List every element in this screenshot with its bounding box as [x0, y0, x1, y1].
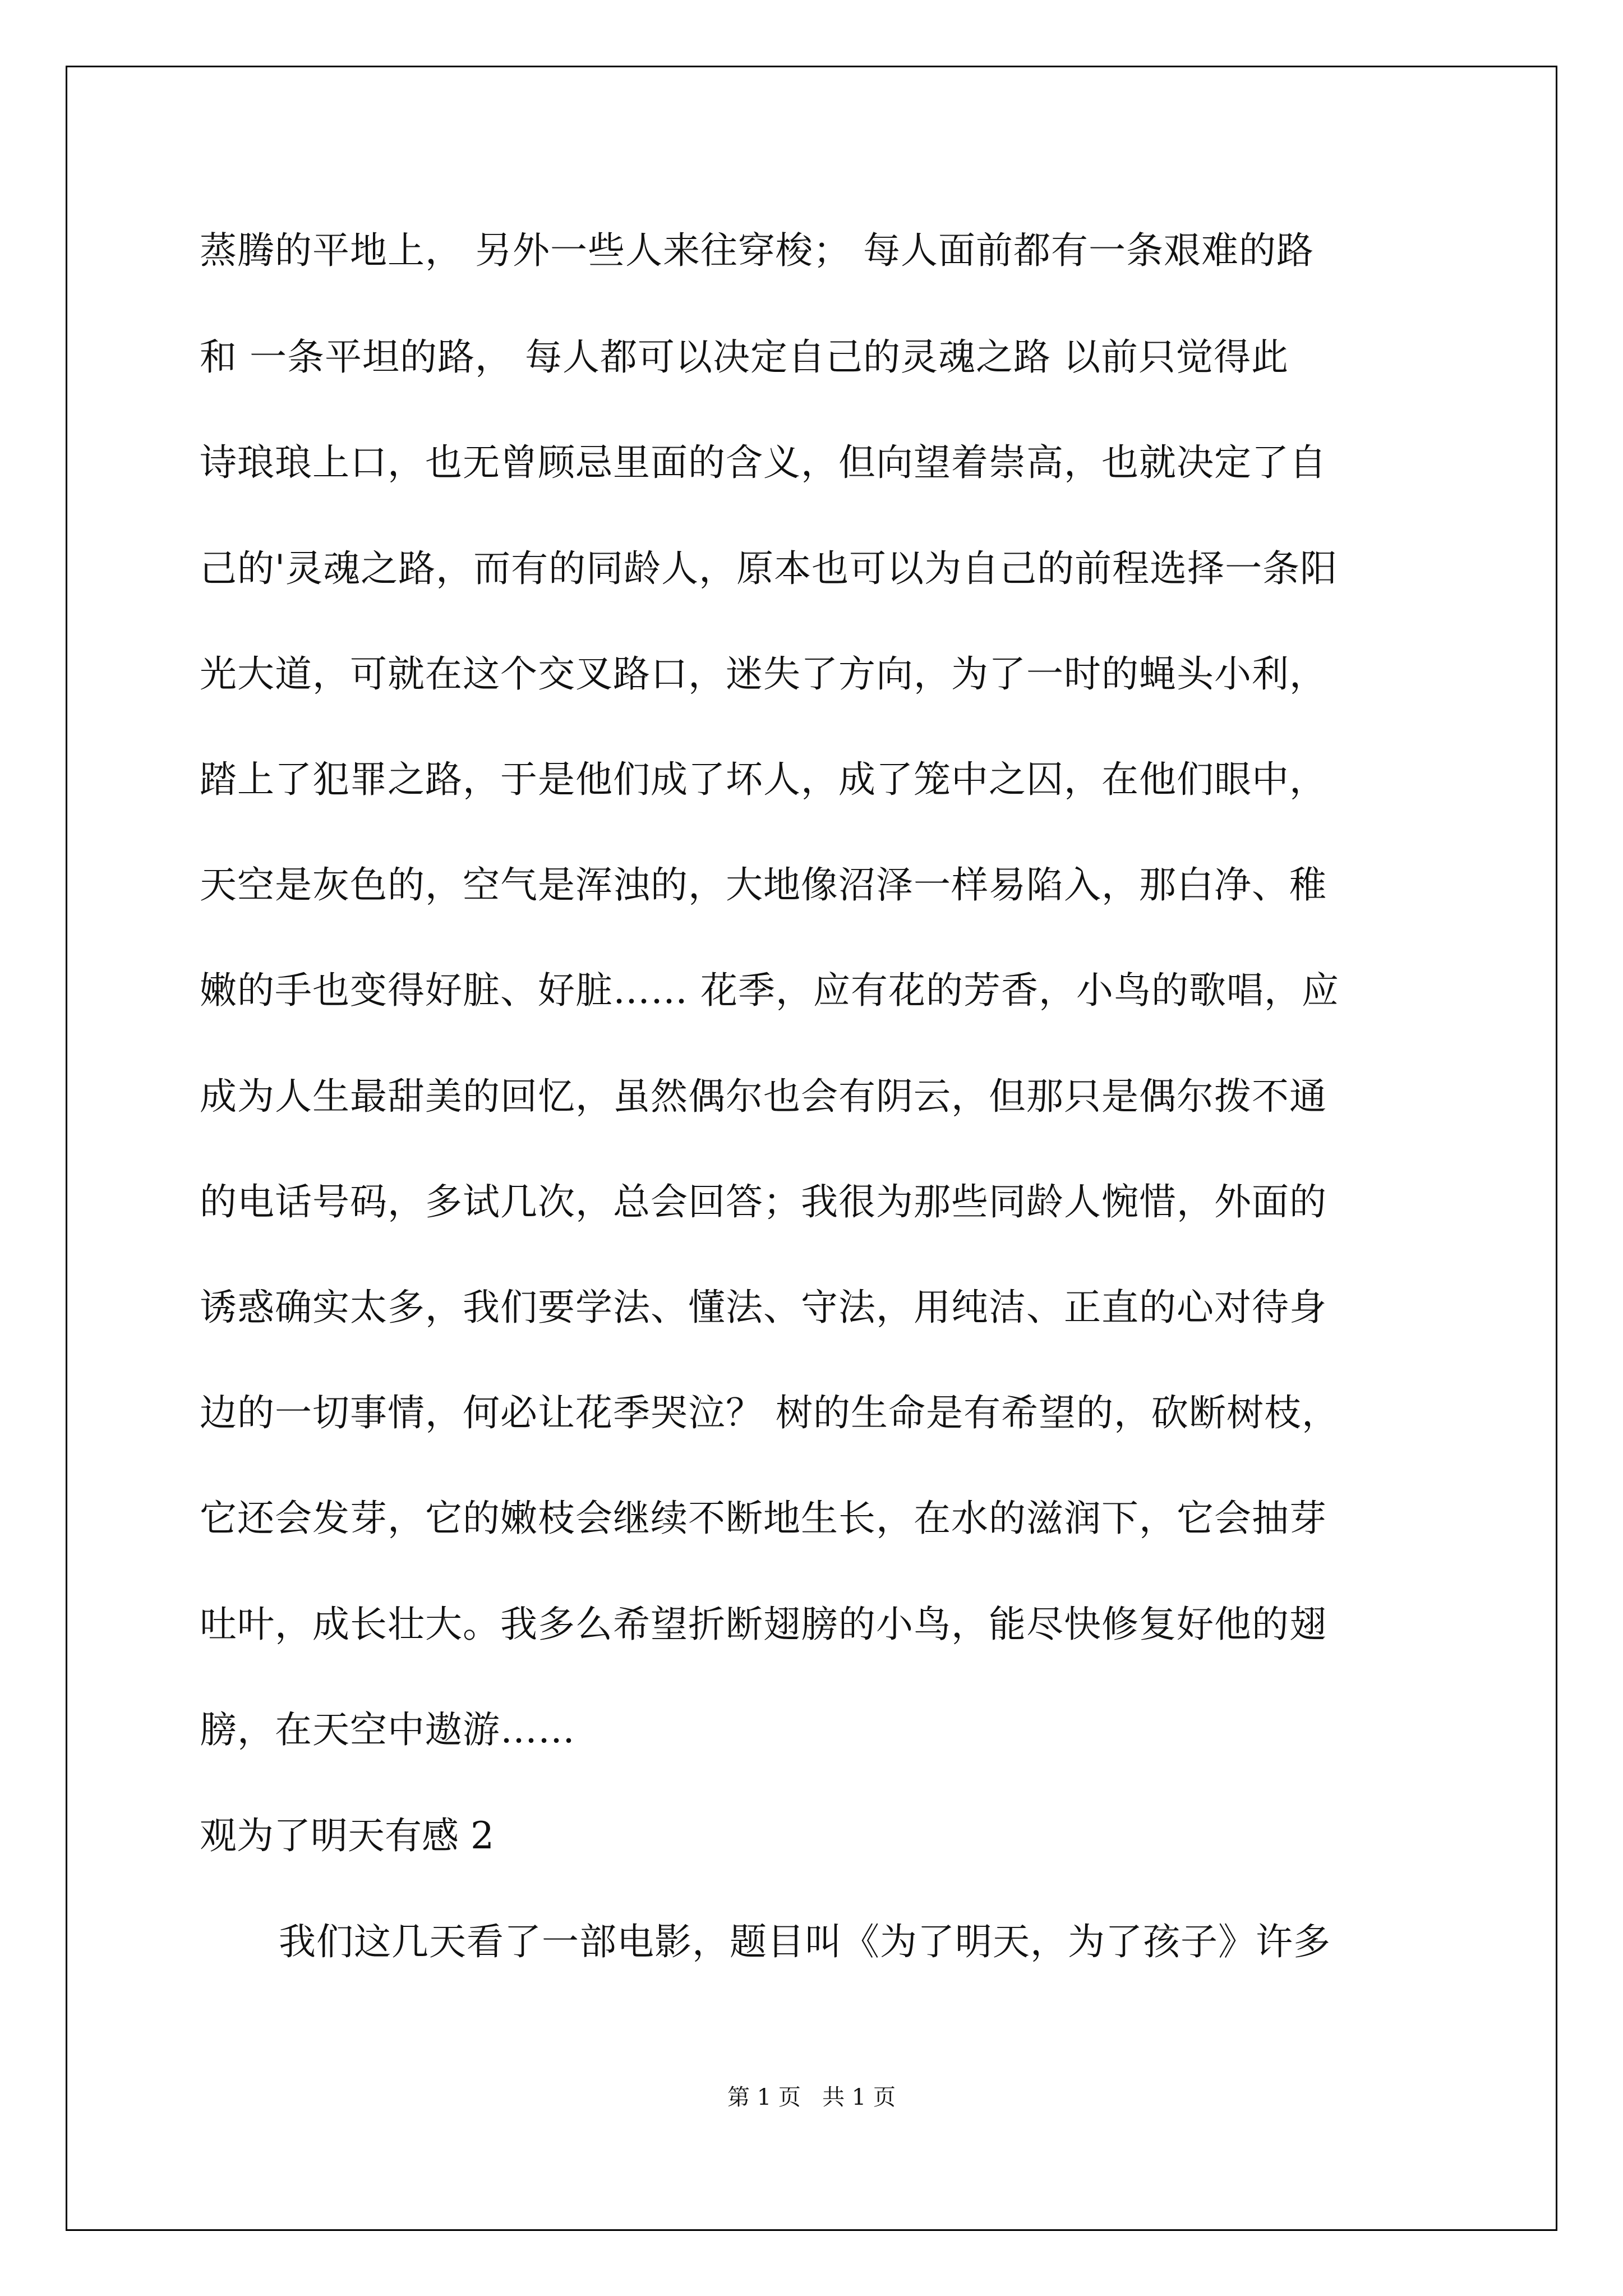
- text-line: 光大道，可就在这个交叉路口，迷失了方向，为了一时的蝇头小利，: [200, 652, 1327, 696]
- text-line: 吐叶，成长壮大。我多么希望折断翅膀的小鸟，能尽快修复好他的翅: [200, 1603, 1327, 1646]
- text-line: 诱惑确实太多，我们要学法、懂法、守法，用纯洁、正直的心对待身: [200, 1286, 1327, 1329]
- text-line: 的电话号码，多试几次，总会回答；我很为那些同龄人惋惜，外面的: [200, 1180, 1327, 1223]
- text-line: 天空是灰色的，空气是浑浊的，大地像沼泽一样易陷入，那白净、稚: [200, 863, 1327, 907]
- text-line: 边的一切事情，何必让花季哭泣？ 树的生命是有希望的，砍断树枝，: [200, 1391, 1339, 1434]
- text-line: 蒸腾的平地上， 另外一些人来往穿梭； 每人面前都有一条艰难的路: [200, 229, 1314, 272]
- text-line: 诗琅琅上口，也无曾顾忌里面的含义，但向望着崇高，也就决定了自: [200, 441, 1327, 484]
- text-line: 成为人生最甜美的回忆，虽然偶尔也会有阴云，但那只是偶尔拨不通: [200, 1075, 1327, 1118]
- paragraph-first-line: 我们这几天看了一部电影，题目叫《为了明天，为了孩子》许多: [279, 1920, 1331, 1963]
- page-footer: 第 1 页 共 1 页: [727, 2085, 896, 2110]
- text-line: 和 一条平坦的路， 每人都可以决定自己的灵魂之路 以前只觉得此: [200, 335, 1289, 379]
- text-line: 它还会发芽，它的嫩枝会继续不断地生长，在水的滋润下，它会抽芽: [200, 1497, 1327, 1540]
- text-line: 踏上了犯罪之路，于是他们成了坏人，成了笼中之囚，在他们眼中，: [200, 758, 1327, 801]
- text-line: 膀，在天空中遨游……: [200, 1708, 575, 1751]
- text-line: 嫩的手也变得好脏、好脏…… 花季，应有花的芳香，小鸟的歌唱，应: [200, 969, 1339, 1012]
- section-heading: 观为了明天有感 2: [200, 1814, 494, 1857]
- text-line: 己的'灵魂之路，而有的同龄人，原本也可以为自己的前程选择一条阳: [200, 547, 1338, 590]
